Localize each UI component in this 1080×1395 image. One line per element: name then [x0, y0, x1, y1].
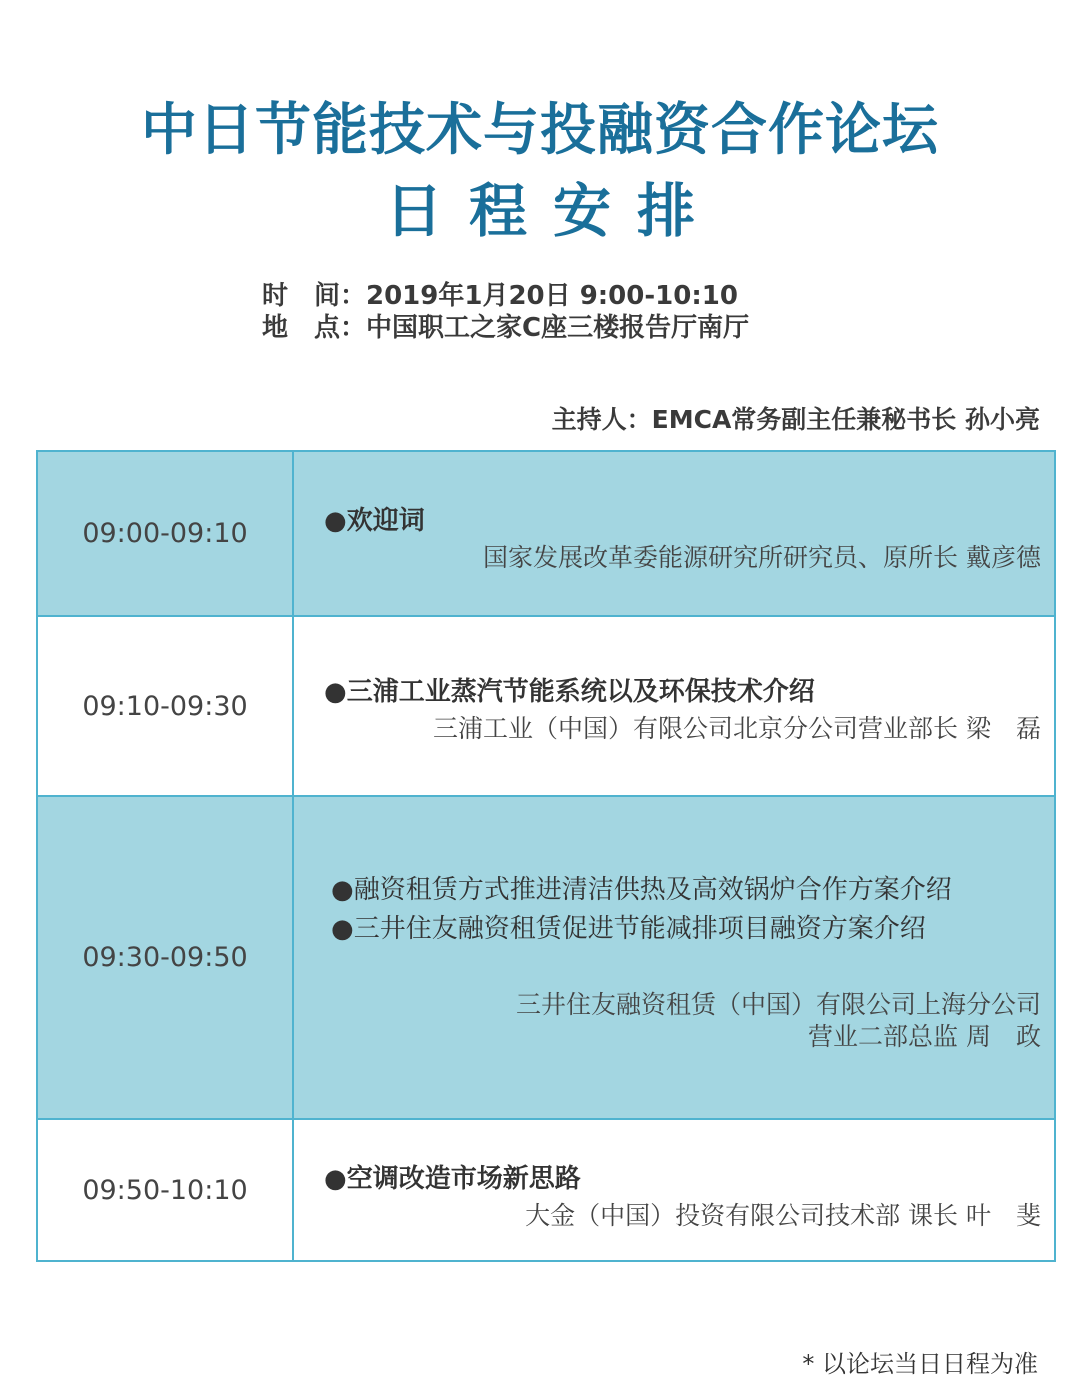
bullet-icon: ●	[324, 506, 347, 536]
schedule-content	[294, 1120, 1054, 1260]
host-line: 主持人：EMCA常务副主任兼秘书长 孙小亮	[551, 405, 1040, 434]
speaker-line: 三井住友融资租赁（中国）有限公司上海分公司	[515, 990, 1041, 1019]
speaker-line: 营业二部总监 周 政	[808, 1022, 1041, 1051]
topic-item: ●融资租赁方式推进清洁供热及高效锅炉合作方案介绍	[331, 875, 952, 905]
schedule-time: 09:10-09:30	[38, 617, 294, 795]
time-value: 2019年1月20日 9:00-10:10	[366, 281, 738, 311]
page-subtitle: 日程安排	[384, 177, 721, 245]
schedule-row	[38, 615, 1054, 795]
schedule-time: 09:30-09:50	[38, 797, 294, 1118]
place-value: 中国职工之家C座三楼报告厅南厅	[366, 313, 750, 343]
event-place	[262, 307, 749, 344]
speaker-line: 三浦工业（中国）有限公司北京分公司营业部长 梁 磊	[433, 714, 1041, 743]
schedule-content	[294, 797, 1054, 1118]
topic-item: ●三井住友融资租赁促进节能减排项目融资方案介绍	[331, 914, 926, 944]
topic-item: ●三浦工业蒸汽节能系统以及环保技术介绍	[324, 677, 815, 707]
schedule-time: 09:50-10:10	[38, 1120, 294, 1260]
schedule-row	[38, 795, 1054, 1118]
schedule-row	[38, 452, 1054, 615]
bullet-icon: ●	[324, 1164, 347, 1194]
speaker-line: 国家发展改革委能源研究所研究员、原所长 戴彦德	[483, 543, 1041, 572]
schedule-content	[294, 617, 1054, 795]
place-label: 地 点：	[262, 313, 367, 343]
page-title: 中日节能技术与投融资合作论坛	[141, 98, 939, 163]
time-label: 时 间：	[262, 281, 367, 311]
schedule-content	[294, 452, 1054, 615]
schedule-row	[38, 1118, 1054, 1260]
schedule-table	[36, 450, 1056, 1262]
bullet-icon: ●	[331, 914, 354, 944]
topic-item: ●欢迎词	[324, 506, 425, 536]
footnote: * 以论坛当日日程为准	[802, 1350, 1038, 1378]
schedule-time: 09:00-09:10	[38, 452, 294, 615]
bullet-icon: ●	[331, 875, 354, 905]
bullet-icon: ●	[324, 677, 347, 707]
speaker-line: 大金（中国）投资有限公司技术部 课长 叶 斐	[525, 1201, 1041, 1230]
topic-item: ●空调改造市场新思路	[324, 1164, 581, 1194]
